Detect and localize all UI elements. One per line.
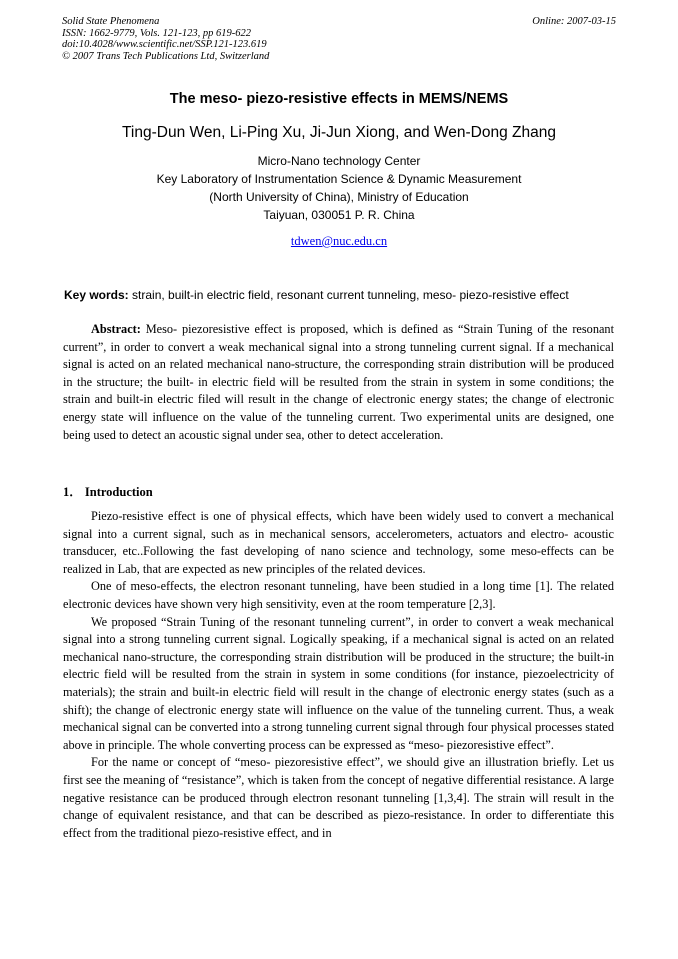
affiliation-line: Micro-Nano technology Center: [257, 154, 421, 168]
keywords: [64, 288, 569, 302]
affiliation-line: Taiyuan, 030051 P. R. China: [263, 208, 415, 222]
keywords-label: Key words:: [64, 288, 129, 302]
section-heading: 1． Introduction: [63, 485, 153, 499]
paragraph: Piezo-resistive effect is one of physical effects, which have been widely used to convert a mechanical signal into a current signal, such as in mechanical sensors, accelerometers, actuators and electro- acoustic transducer, etc..Following the fast developing of nano science and technology, some meso-effects can be realized in Lab, that are expected as new principles of the related devices.: [63, 509, 614, 576]
abstract: [63, 321, 614, 444]
author-list: Ting-Dun Wen, Li-Ping Xu, Ji-Jun Xiong, and Wen-Dong Zhang: [122, 124, 556, 141]
affiliation-line: (North University of China), Ministry of Education: [209, 190, 469, 204]
keywords-text: strain, built-in electric field, resonant current tunneling, meso- piezo-resistive effect: [128, 288, 569, 302]
copyright-line: © 2007 Trans Tech Publications Ltd, Switzerland: [62, 50, 270, 62]
abstract-label: Abstract:: [91, 322, 141, 336]
paragraph: We proposed “Strain Tuning of the resonant tunneling current”, in order to convert a weak mechanical signal into a strong tunneling current signal. Logically speaking, if a mechanical signal is acted on an related mechanical nano-structure, the corresponding strain distribution will be produced in the structure; the built-in electric field will be resulted from the strain in system in some conditions (for instance, piezoelectricity of materials); the strain and built-in electric field will result in the change of electronic energy states (such as a shift); the change of electronic energy state will influence on the value of the tunneling current. Thus, a weak mechanical signal can be converted into a strong tunneling current signal through four physical processes stated above in principle. The whole converting process can be expressed as “meso- piezoresistive effect”.: [63, 614, 614, 752]
abstract-text: Meso- piezoresistive effect is proposed, which is defined as “Strain Tuning of the resonant current”, in order to convert a weak mechanical signal into a strong tunneling current signal. If a mechanical signal is acted on an related mechanical nano-structure, the corresponding strain distribution will be produced in the structure; the built- in electric field will be resulted from the strain in system in some conditions; the strain and built-in electric filed will result in the change of electronic energy states; the change of electronic energy state will influence on the value of the tunneling current. Two experimental units are designed, one being used to detect an acoustic signal under sea, other to detect acceleration.: [63, 322, 614, 442]
introduction-body: [63, 508, 614, 842]
paragraph: One of meso-effects, the electron resonant tunneling, have been studied in a long time [1]. The related electronic devices have shown very high sensitivity, even at the room temperature [2,3].: [63, 579, 614, 611]
journal-header: [62, 16, 269, 62]
paragraph: For the name or concept of “meso- piezoresistive effect”, we should give an illustration briefly. Let us first see the meaning of “resistance”, which is taken from the concept of negative differential resistance. A large negative resistance can be produced through electron resonant tunneling [1,3,4]. The strain will result in the change of equivalent resistance, and that can be described as piezo-resistance. In order to differentiate this effect from the traditional piezo-resistive effect, and in: [63, 755, 614, 840]
paper-title: The meso- piezo-resistive effects in MEMS/NEMS: [169, 91, 509, 107]
affiliation-block: [0, 152, 678, 224]
online-date: Online: 2007-03-15: [532, 16, 616, 27]
issn-line: ISSN: 1662-9779, Vols. 121-123, pp 619-622: [62, 27, 251, 39]
doi-line: doi:10.4028/www.scientific.net/SSP.121-123.619: [62, 39, 267, 50]
email-link[interactable]: tdwen@nuc.edu.cn: [290, 234, 388, 248]
email-block: [0, 234, 678, 249]
affiliation-line: Key Laboratory of Instrumentation Science & Dynamic Measurement: [156, 172, 522, 186]
journal-name: Solid State Phenomena: [62, 16, 160, 27]
